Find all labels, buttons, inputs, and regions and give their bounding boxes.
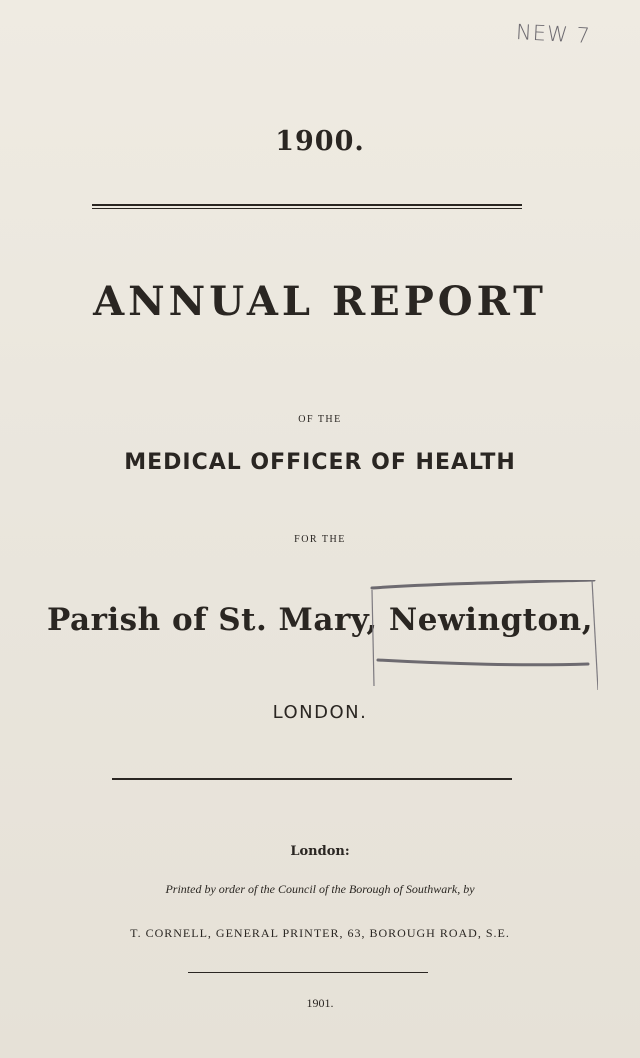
printed-by-line: Printed by order of the Council of the Borough of Southwark, by	[165, 882, 475, 896]
connector-of-the: OF THE	[298, 414, 342, 425]
parish-line	[0, 602, 640, 638]
printer-line: T. CORNELL, GENERAL PRINTER, 63, BOROUGH ROAD, S.E.	[130, 926, 510, 940]
handwritten-annotation: NEW 7	[515, 20, 592, 48]
report-title: ANNUAL REPORT	[93, 278, 547, 325]
rule-middle	[112, 778, 512, 780]
officer-heading: MEDICAL OFFICER OF HEALTH	[124, 450, 516, 475]
rule-bottom	[188, 972, 428, 973]
connector-for-the: FOR THE	[294, 534, 346, 545]
city-name: LONDON.	[272, 702, 368, 723]
double-rule-top	[92, 204, 522, 209]
report-year: 1900.	[275, 126, 365, 157]
parish-prefix: Parish of St. Mary,	[47, 602, 389, 638]
imprint-place: London:	[290, 844, 350, 859]
publication-year: 1901.	[306, 996, 334, 1010]
parish-place: Newington,	[388, 602, 593, 638]
